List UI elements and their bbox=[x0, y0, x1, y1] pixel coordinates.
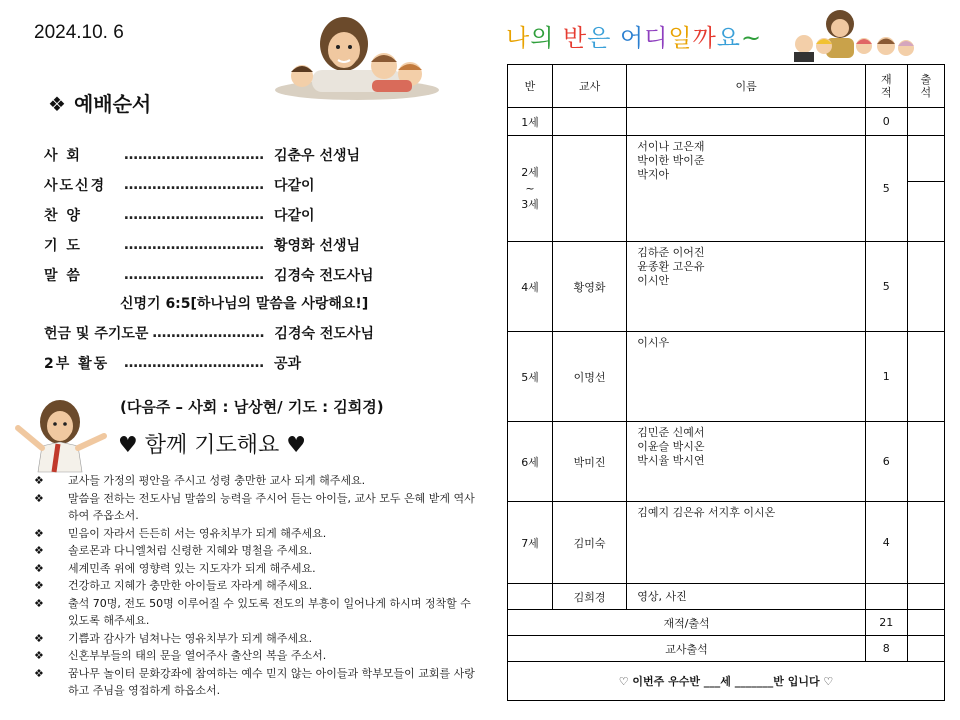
list-item bbox=[34, 525, 480, 543]
class-names: 서이나 고은재 박이한 박이준 박지아 bbox=[627, 136, 866, 242]
class-enrolled: 0 bbox=[866, 108, 907, 136]
list-item bbox=[34, 595, 480, 630]
worship-order-heading bbox=[48, 88, 151, 117]
order-dots: ………………………… bbox=[124, 147, 264, 163]
class-ban: 5세 bbox=[508, 332, 553, 422]
title-char: 반 bbox=[563, 24, 588, 52]
worship-order-title: 예배순서 bbox=[73, 92, 152, 116]
class-names bbox=[627, 108, 866, 136]
table-row bbox=[508, 610, 945, 636]
diamond-bullet-icon: ❖ bbox=[48, 92, 66, 116]
order-label: 헌금 및 주기도문 bbox=[44, 326, 149, 342]
prayer-heading: ♥ 함께 기도해요 ♥ bbox=[118, 433, 306, 458]
order-dots: ………………………… bbox=[124, 355, 264, 371]
order-row-sermon bbox=[44, 260, 464, 290]
class-enrolled: 6 bbox=[866, 422, 907, 502]
attendance-cell[interactable] bbox=[907, 422, 944, 502]
order-row-prayer bbox=[44, 230, 464, 260]
order-dots: ………………………… bbox=[124, 177, 264, 193]
header-ban: 반 bbox=[508, 65, 553, 108]
list-item bbox=[34, 647, 480, 665]
table-row bbox=[508, 502, 945, 584]
diamond-bullet-icon: ❖ bbox=[34, 631, 44, 645]
diamond-bullet-icon: ❖ bbox=[34, 666, 44, 680]
header-teacher: 교사 bbox=[553, 65, 627, 108]
staff-enrolled bbox=[866, 584, 907, 610]
attendance-cell[interactable] bbox=[907, 242, 944, 332]
sermon-verse: 신명기 6:5[하나님의 말씀을 사랑해요!] bbox=[120, 296, 369, 312]
prayer-text: 말씀을 전하는 전도사님 말씀의 능력을 주시어 듣는 아이들, 교사 모두 은혜 받게 역사하여 주옵소서. bbox=[68, 491, 475, 522]
title-char: 까 bbox=[692, 24, 717, 52]
table-row bbox=[508, 136, 945, 182]
order-label: 찬 양 bbox=[44, 208, 82, 224]
class-names: 김하준 이어진 윤종환 고은유 이시안 bbox=[627, 242, 866, 332]
order-dots: ………………………… bbox=[124, 267, 264, 283]
diamond-bullet-icon: ❖ bbox=[34, 649, 44, 662]
title-char: ~ bbox=[740, 24, 763, 52]
prayer-text: 믿음이 자라서 든든히 서는 영유치부가 되게 해주세요. bbox=[68, 526, 327, 540]
diamond-bullet-icon: ❖ bbox=[34, 561, 44, 575]
title-char: 어 bbox=[620, 24, 645, 52]
title-char: 나 bbox=[506, 24, 531, 52]
class-names: 김예지 김은유 서지후 이시온 bbox=[627, 502, 866, 584]
diamond-bullet-icon: ❖ bbox=[34, 596, 44, 610]
prayer-text: 신혼부부들의 태의 문을 열어주사 출산의 복을 주소서. bbox=[68, 649, 327, 662]
list-item bbox=[34, 472, 480, 490]
header-attendance: 출 석 bbox=[907, 65, 944, 108]
staff-teacher: 김희경 bbox=[553, 584, 627, 610]
prayer-text: 기쁨과 감사가 넘쳐나는 영유치부가 되게 해주세요. bbox=[68, 631, 313, 645]
prayer-list bbox=[34, 472, 480, 700]
jesus-with-children-illustration bbox=[272, 14, 442, 100]
class-teacher: 김미숙 bbox=[553, 502, 627, 584]
diamond-bullet-icon: ❖ bbox=[34, 526, 44, 540]
staff-role: 영상, 사진 bbox=[627, 584, 866, 610]
order-row-host bbox=[44, 140, 464, 170]
order-value: 다같이 bbox=[274, 178, 315, 194]
prayer-text: 건강하고 지혜가 충만한 아이들로 자라게 해주세요. bbox=[68, 579, 313, 592]
list-item bbox=[34, 542, 480, 560]
prayer-text: 꿈나무 놀이터 문화강좌에 참여하는 예수 믿지 않는 아이들과 학부모들이 교회를 사랑하고 주님을 영접하게 하옵소서. bbox=[68, 666, 475, 697]
prayer-text: 세계민족 위에 영향력 있는 지도자가 되게 해주세요. bbox=[68, 561, 316, 575]
classes-title bbox=[506, 18, 762, 53]
bulletin-date: 2024.10. 6 bbox=[34, 22, 124, 43]
summary-label: 교사출석 bbox=[508, 636, 866, 662]
order-value: 김춘우 선생님 bbox=[274, 148, 361, 164]
table-row bbox=[508, 108, 945, 136]
class-ban: 6세 bbox=[508, 422, 553, 502]
list-item bbox=[34, 490, 480, 525]
order-label: 2부 활동 bbox=[44, 356, 110, 372]
title-char bbox=[554, 24, 563, 52]
title-char: 일 bbox=[668, 24, 693, 52]
class-teacher: 황영화 bbox=[553, 242, 627, 332]
prayer-text: 출석 70명, 전도 50명 이루어질 수 있도록 전도의 부흥이 일어나게 하시며 정착할 수 있도록 해주세요. bbox=[68, 596, 471, 627]
class-table bbox=[507, 64, 945, 701]
class-enrolled: 4 bbox=[866, 502, 907, 584]
order-dots: …………………… bbox=[152, 325, 265, 341]
order-value: 공과 bbox=[274, 356, 302, 372]
table-header-row bbox=[508, 65, 945, 108]
attendance-cell[interactable] bbox=[907, 136, 944, 182]
summary-value: 8 bbox=[866, 636, 907, 662]
list-item bbox=[34, 560, 480, 578]
table-row bbox=[508, 332, 945, 422]
best-class-note: ♡ 이번주 우수반 ___세 _______반 입니다 ♡ bbox=[508, 662, 945, 701]
class-ban: 4세 bbox=[508, 242, 553, 332]
attendance-cell[interactable] bbox=[907, 636, 944, 662]
order-row-offering bbox=[44, 318, 464, 348]
attendance-cell[interactable] bbox=[907, 332, 944, 422]
summary-value: 21 bbox=[866, 610, 907, 636]
class-teacher: 이명선 bbox=[553, 332, 627, 422]
order-value: 김경숙 전도사님 bbox=[274, 268, 374, 284]
diamond-bullet-icon: ❖ bbox=[34, 544, 44, 557]
list-item bbox=[34, 577, 480, 595]
list-item bbox=[34, 630, 480, 648]
diamond-bullet-icon: ❖ bbox=[34, 474, 44, 487]
table-row bbox=[508, 662, 945, 701]
title-char: 요 bbox=[716, 24, 741, 52]
order-label: 기 도 bbox=[44, 238, 82, 254]
prayer-text: 솔로몬과 다니엘처럼 신령한 지혜와 명철을 주세요. bbox=[68, 544, 313, 557]
class-ban: 2세 ~ 3세 bbox=[508, 136, 553, 242]
order-row-creed bbox=[44, 170, 464, 200]
jesus-waving-illustration bbox=[10, 398, 112, 474]
order-value: 김경숙 전도사님 bbox=[274, 326, 374, 342]
table-row bbox=[508, 422, 945, 502]
prayer-text: 교사들 가정의 평안을 주시고 성령 충만한 교사 되게 해주세요. bbox=[68, 474, 366, 487]
order-label: 사 회 bbox=[44, 148, 82, 164]
title-char bbox=[611, 24, 620, 52]
header-enrolled: 재 적 bbox=[866, 65, 907, 108]
table-row bbox=[508, 584, 945, 610]
class-enrolled: 5 bbox=[866, 136, 907, 242]
class-ban: 1세 bbox=[508, 108, 553, 136]
class-names: 이시우 bbox=[627, 332, 866, 422]
diamond-bullet-icon: ❖ bbox=[34, 579, 44, 592]
list-item bbox=[34, 665, 480, 700]
order-value: 다같이 bbox=[274, 208, 315, 224]
class-ban: 7세 bbox=[508, 502, 553, 584]
class-names: 김민준 신예서 이윤슬 박시온 박시율 박시연 bbox=[627, 422, 866, 502]
class-enrolled: 1 bbox=[866, 332, 907, 422]
class-teacher: 박미진 bbox=[553, 422, 627, 502]
attendance-cell[interactable] bbox=[907, 108, 944, 136]
order-label: 사도신경 bbox=[44, 178, 107, 194]
table-row bbox=[508, 242, 945, 332]
class-teacher bbox=[553, 136, 627, 242]
children-group-illustration bbox=[788, 4, 918, 62]
order-dots: ………………………… bbox=[124, 237, 264, 253]
class-enrolled: 5 bbox=[866, 242, 907, 332]
order-label: 말 씀 bbox=[44, 268, 82, 284]
title-char: 의 bbox=[530, 24, 555, 52]
summary-label: 재적/출석 bbox=[508, 610, 866, 636]
title-char: 은 bbox=[587, 24, 612, 52]
order-value: 황영화 선생님 bbox=[274, 238, 361, 254]
class-teacher bbox=[553, 108, 627, 136]
attendance-cell[interactable] bbox=[907, 502, 944, 584]
table-row bbox=[508, 636, 945, 662]
diamond-bullet-icon: ❖ bbox=[34, 491, 44, 505]
order-row-activity bbox=[44, 348, 464, 378]
attendance-cell[interactable] bbox=[907, 182, 944, 242]
title-char: 디 bbox=[644, 24, 669, 52]
order-row-praise bbox=[44, 200, 464, 230]
next-week-roles: (다음주 – 사회 : 남상현/ 기도 : 김희경) bbox=[120, 398, 384, 416]
header-names: 이름 bbox=[627, 65, 866, 108]
order-dots: ………………………… bbox=[124, 207, 264, 223]
worship-order-list bbox=[44, 140, 464, 378]
attendance-cell[interactable] bbox=[907, 584, 944, 610]
attendance-cell[interactable] bbox=[907, 610, 944, 636]
staff-ban bbox=[508, 584, 553, 610]
